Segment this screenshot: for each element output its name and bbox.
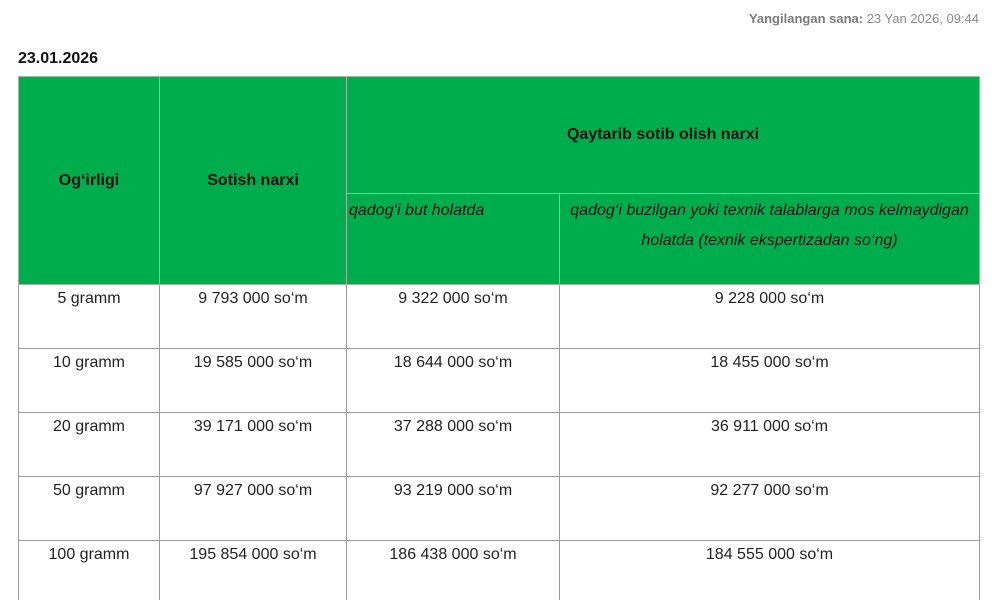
header-weight: Og‘irligi	[19, 77, 160, 285]
cell-intact: 93 219 000 so‘m	[347, 477, 560, 541]
table-row	[19, 285, 980, 349]
cell-sale: 97 927 000 so‘m	[160, 477, 347, 541]
cell-intact: 18 644 000 so‘m	[347, 349, 560, 413]
cell-weight: 100 gramm	[19, 541, 160, 600]
header-damaged: qadog‘i buzilgan yoki texnik talablarga mos kelmaydigan holatda (texnik ekspertizadan so‘ng)	[560, 194, 980, 285]
table-row	[19, 477, 980, 541]
table-row	[19, 349, 980, 413]
header-intact: qadog‘i but holatda	[347, 194, 560, 285]
price-table	[18, 76, 980, 600]
cell-intact: 37 288 000 so‘m	[347, 413, 560, 477]
table-row	[19, 413, 980, 477]
cell-damaged: 36 911 000 so‘m	[560, 413, 980, 477]
cell-weight: 50 gramm	[19, 477, 160, 541]
header-sale-price: Sotish narxi	[160, 77, 347, 285]
cell-sale: 9 793 000 so‘m	[160, 285, 347, 349]
cell-damaged: 9 228 000 so‘m	[560, 285, 980, 349]
cell-weight: 10 gramm	[19, 349, 160, 413]
cell-intact: 186 438 000 so‘m	[347, 541, 560, 600]
updated-value: 23 Yan 2026, 09:44	[863, 11, 979, 26]
table-row	[19, 541, 980, 600]
cell-sale: 39 171 000 so‘m	[160, 413, 347, 477]
updated-label: Yangilangan sana:	[748, 11, 864, 26]
cell-weight: 5 gramm	[19, 285, 160, 349]
cell-sale: 19 585 000 so‘m	[160, 349, 347, 413]
cell-damaged: 18 455 000 so‘m	[560, 349, 980, 413]
cell-weight: 20 gramm	[19, 413, 160, 477]
cell-damaged: 92 277 000 so‘m	[560, 477, 980, 541]
cell-intact: 9 322 000 so‘m	[347, 285, 560, 349]
cell-sale: 195 854 000 so‘m	[160, 541, 347, 600]
header-row-top	[19, 77, 980, 194]
date-heading: 23.01.2026	[18, 50, 99, 67]
header-buyback-price: Qaytarib sotib olish narxi	[347, 77, 980, 194]
updated-date	[749, 11, 979, 26]
cell-damaged: 184 555 000 so‘m	[560, 541, 980, 600]
